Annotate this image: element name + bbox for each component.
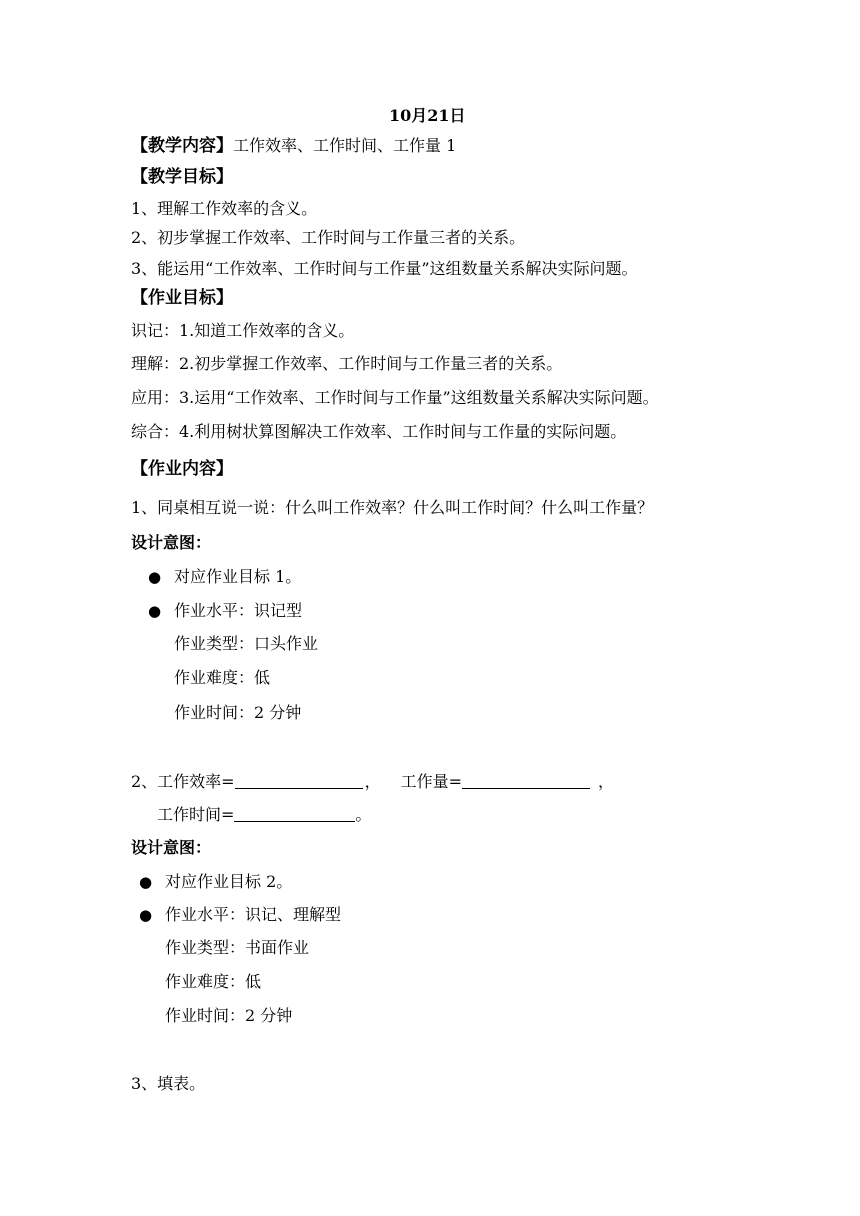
bullet-icon: ● [139, 873, 153, 891]
teaching-goal-item: 1、理解工作效率的含义。 [131, 199, 318, 218]
q2-efficiency-label: 2、工作效率= [131, 772, 235, 791]
teaching-goal-item: 3、能运用“工作效率、工作时间与工作量”这组数量关系解决实际问题。 [131, 259, 638, 278]
teaching-content-text: 工作效率、工作时间、工作量 1 [233, 136, 457, 155]
q2-target-text: 对应作业目标 2。 [165, 872, 293, 891]
q1-text: 1、同桌相互说一说：什么叫工作效率？什么叫工作时间？什么叫工作量？ [131, 498, 654, 517]
q2-type: 作业类型：书面作业 [165, 938, 310, 957]
q2-line1 [131, 772, 614, 792]
q2-comma: ， [364, 772, 381, 791]
homework-content-heading: 【作业内容】 [131, 459, 233, 479]
q1-target [148, 567, 301, 587]
bullet-icon: ● [139, 906, 153, 924]
q2-time-label: 工作时间= [157, 805, 235, 824]
bullet-icon: ● [148, 568, 162, 586]
teaching-goals-heading: 【教学目标】 [131, 167, 233, 187]
q2-line2 [157, 805, 371, 825]
q1-level-text: 作业水平：识记型 [174, 601, 303, 620]
homework-goal-item: 识记：1.知道工作效率的含义。 [131, 321, 355, 340]
q2-amount-label: 工作量= [400, 772, 463, 791]
q1-difficulty: 作业难度：低 [174, 668, 271, 687]
q2-level-text: 作业水平：识记、理解型 [165, 905, 342, 924]
q2-target [139, 872, 292, 892]
q2-difficulty: 作业难度：低 [165, 972, 262, 991]
teaching-content-line [131, 136, 456, 156]
homework-goal-item: 理解：2.初步掌握工作效率、工作时间与工作量三者的关系。 [131, 354, 563, 373]
teaching-content-label: 【教学内容】 [131, 136, 233, 156]
teaching-goal-item: 2、初步掌握工作效率、工作时间与工作量三者的关系。 [131, 228, 526, 247]
q2-comma: ， [598, 772, 615, 791]
q2-design-label: 设计意图： [131, 838, 212, 857]
q1-time: 作业时间：2 分钟 [174, 703, 302, 722]
q1-type: 作业类型：口头作业 [174, 634, 319, 653]
q2-level [139, 905, 341, 925]
q2-period: 。 [355, 805, 372, 824]
q1-target-text: 对应作业目标 1。 [174, 567, 302, 586]
q2-amount-blank[interactable] [462, 772, 590, 789]
q3-text: 3、填表。 [131, 1074, 206, 1093]
q2-time-blank[interactable] [234, 805, 355, 822]
homework-goal-item: 综合：4.利用树状算图解决工作效率、工作时间与工作量的实际问题。 [131, 422, 627, 441]
homework-goal-item: 应用：3.运用“工作效率、工作时间与工作量”这组数量关系解决实际问题。 [131, 388, 659, 407]
q2-time: 作业时间：2 分钟 [165, 1006, 293, 1025]
q1-design-label: 设计意图： [131, 533, 212, 552]
homework-goals-heading: 【作业目标】 [131, 288, 233, 308]
q2-efficiency-blank[interactable] [235, 772, 363, 789]
bullet-icon: ● [148, 602, 162, 620]
q1-level [148, 601, 302, 621]
date-title: 10月21日 [389, 106, 466, 125]
